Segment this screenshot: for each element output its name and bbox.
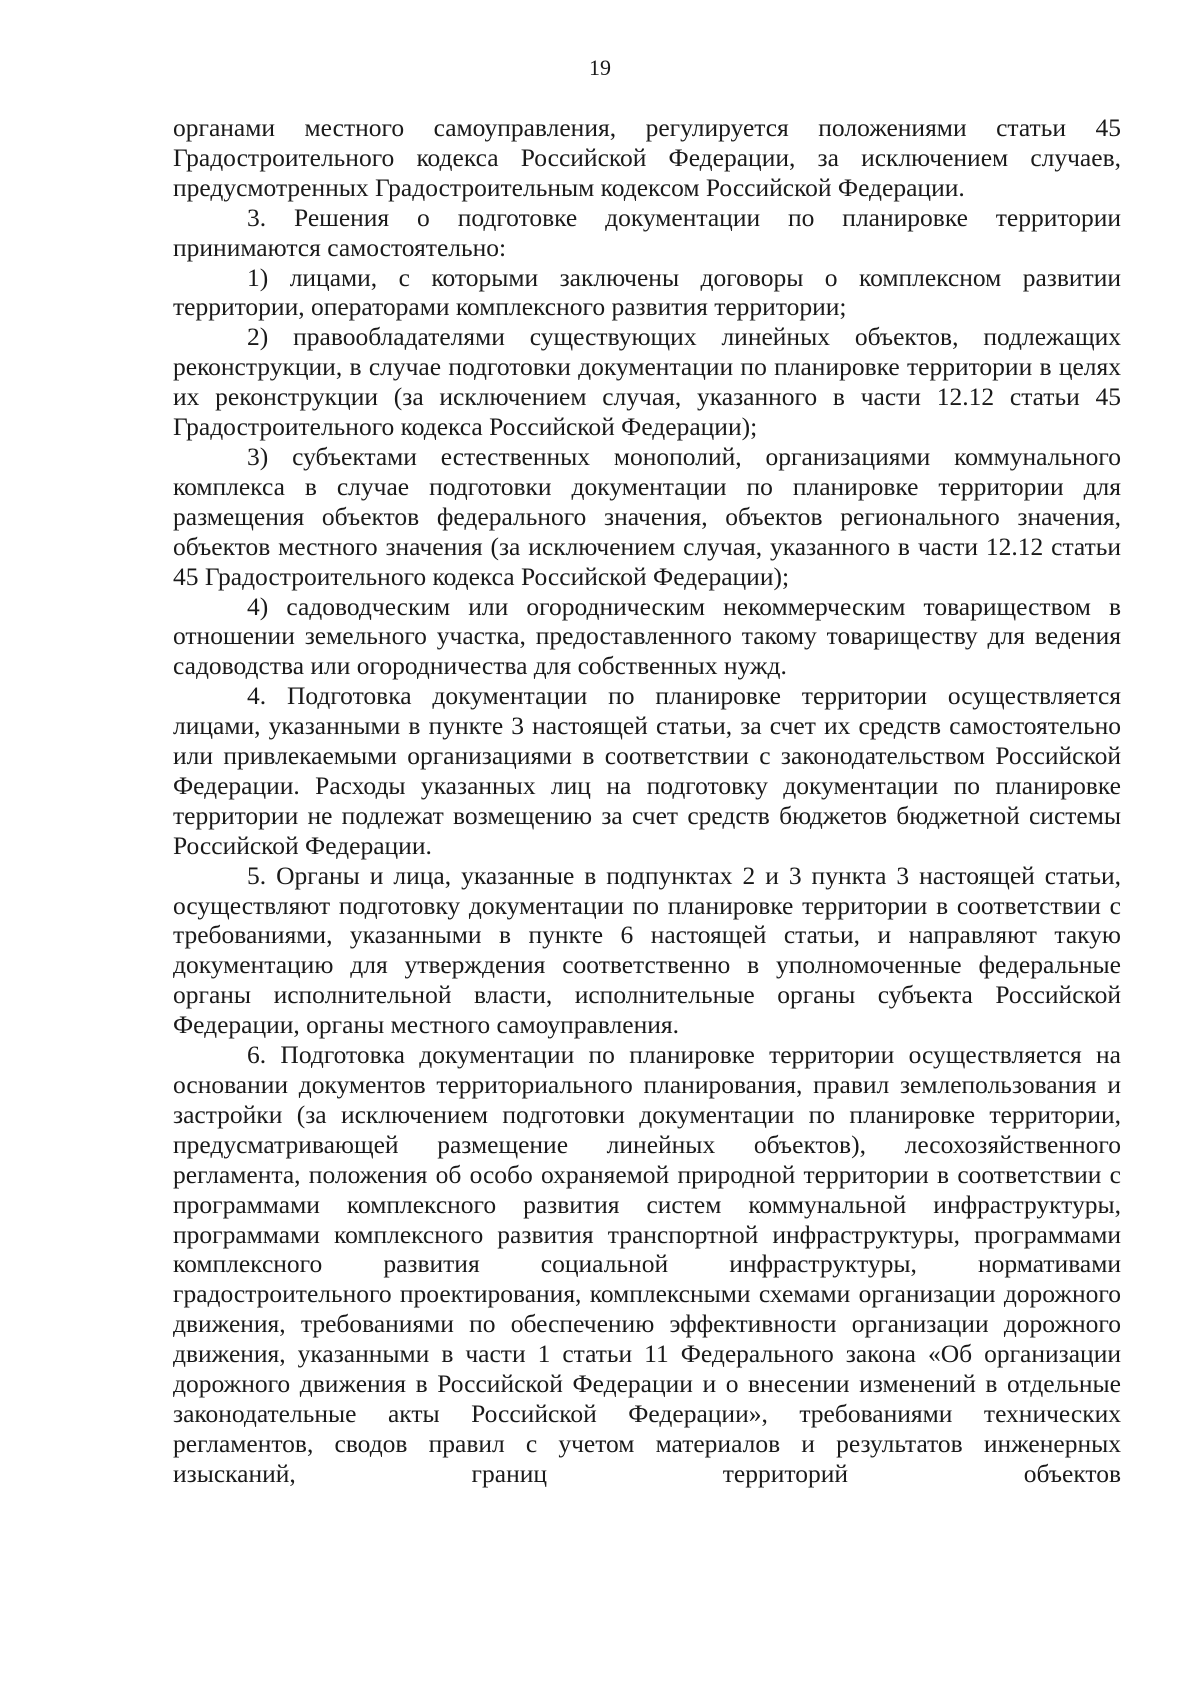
paragraph-item-3: 3. Решения о подготовке документации по планировке территории принимаются самостоятельно: <box>173 202 1121 262</box>
paragraph-subitem-2: 2) правообладателями существующих линейных объектов, подлежащих реконструкции, в случае подготовки документации по планировке территории в целях их реконструкции (за исключением случая, указанного в части 12.12 статьи 45 Градостроительного кодекса Российской Федерации); <box>173 322 1121 442</box>
page-number: 19 <box>589 55 611 80</box>
paragraph-continuation: органами местного самоуправления, регулируется положениями статьи 45 Градостроительного кодекса Российской Федерации, за исключением случаев, предусмотренных Градостроительным кодексом Российской Федерации. <box>173 113 1121 202</box>
paragraph-item-5: 5. Органы и лица, указанные в подпунктах 2 и 3 пункта 3 настоящей статьи, осуществляют подготовку документации по планировке территории в соответствии с требованиями, указанными в пункте 6 настоящей статьи, и направляют такую документацию для утверждения соответственно в уполномоченные федеральные органы исполнительной власти, исполнительные органы субъекта Российской Федерации, органы местного самоуправления. <box>173 860 1121 1040</box>
paragraph-subitem-1: 1) лицами, с которыми заключены договоры о комплексном развитии территории, операторами комплексного развития территории; <box>173 262 1121 322</box>
paragraph-item-6: 6. Подготовка документации по планировке территории осуществляется на основании документов территориального планирования, правил землепользования и застройки (за исключением подготовки документации по планировке территории, предусматривающей размещение линейных объектов), лесохозяйственного регламента, положения об особо охраняемой природной территории в соответствии с программами комплексного развития систем коммунальной инфраструктуры, программами комплексного развития транспортной инфраструктуры, программами комплексного развития социальной инфраструктуры, нормативами градостроительного проектирования, комплексными схемами организации дорожного движения, требованиями по обеспечению эффективности организации дорожного движения, указанными в части 1 статьи 11 Федерального закона «Об организации дорожного движения в Российской Федерации и о внесении изменений в отдельные законодательные акты Российской Федерации», требованиями технических регламентов, сводов правил с учетом материалов и результатов инженерных изысканий, границ территорий объектов <box>173 1040 1121 1488</box>
paragraph-item-4: 4. Подготовка документации по планировке территории осуществляется лицами, указанными в пункте 3 настоящей статьи, за счет их средств самостоятельно или привлекаемыми организациями в соответствии с законодательством Российской Федерации. Расходы указанных лиц на подготовку документации по планировке территории не подлежат возмещению за счет средств бюджетов бюджетной системы Российской Федерации. <box>173 681 1121 860</box>
document-body <box>173 113 1121 1489</box>
paragraph-subitem-4: 4) садоводческим или огородническим некоммерческим товариществом в отношении земельного участка, предоставленного такому товариществу для ведения садоводства или огородничества для собственных нужд. <box>173 591 1121 681</box>
paragraph-subitem-3: 3) субъектами естественных монополий, организациями коммунального комплекса в случае подготовки документации по планировке территории для размещения объектов федерального значения, объектов регионального значения, объектов местного значения (за исключением случая, указанного в части 12.12 статьи 45 Градостроительного кодекса Российской Федерации); <box>173 441 1121 591</box>
